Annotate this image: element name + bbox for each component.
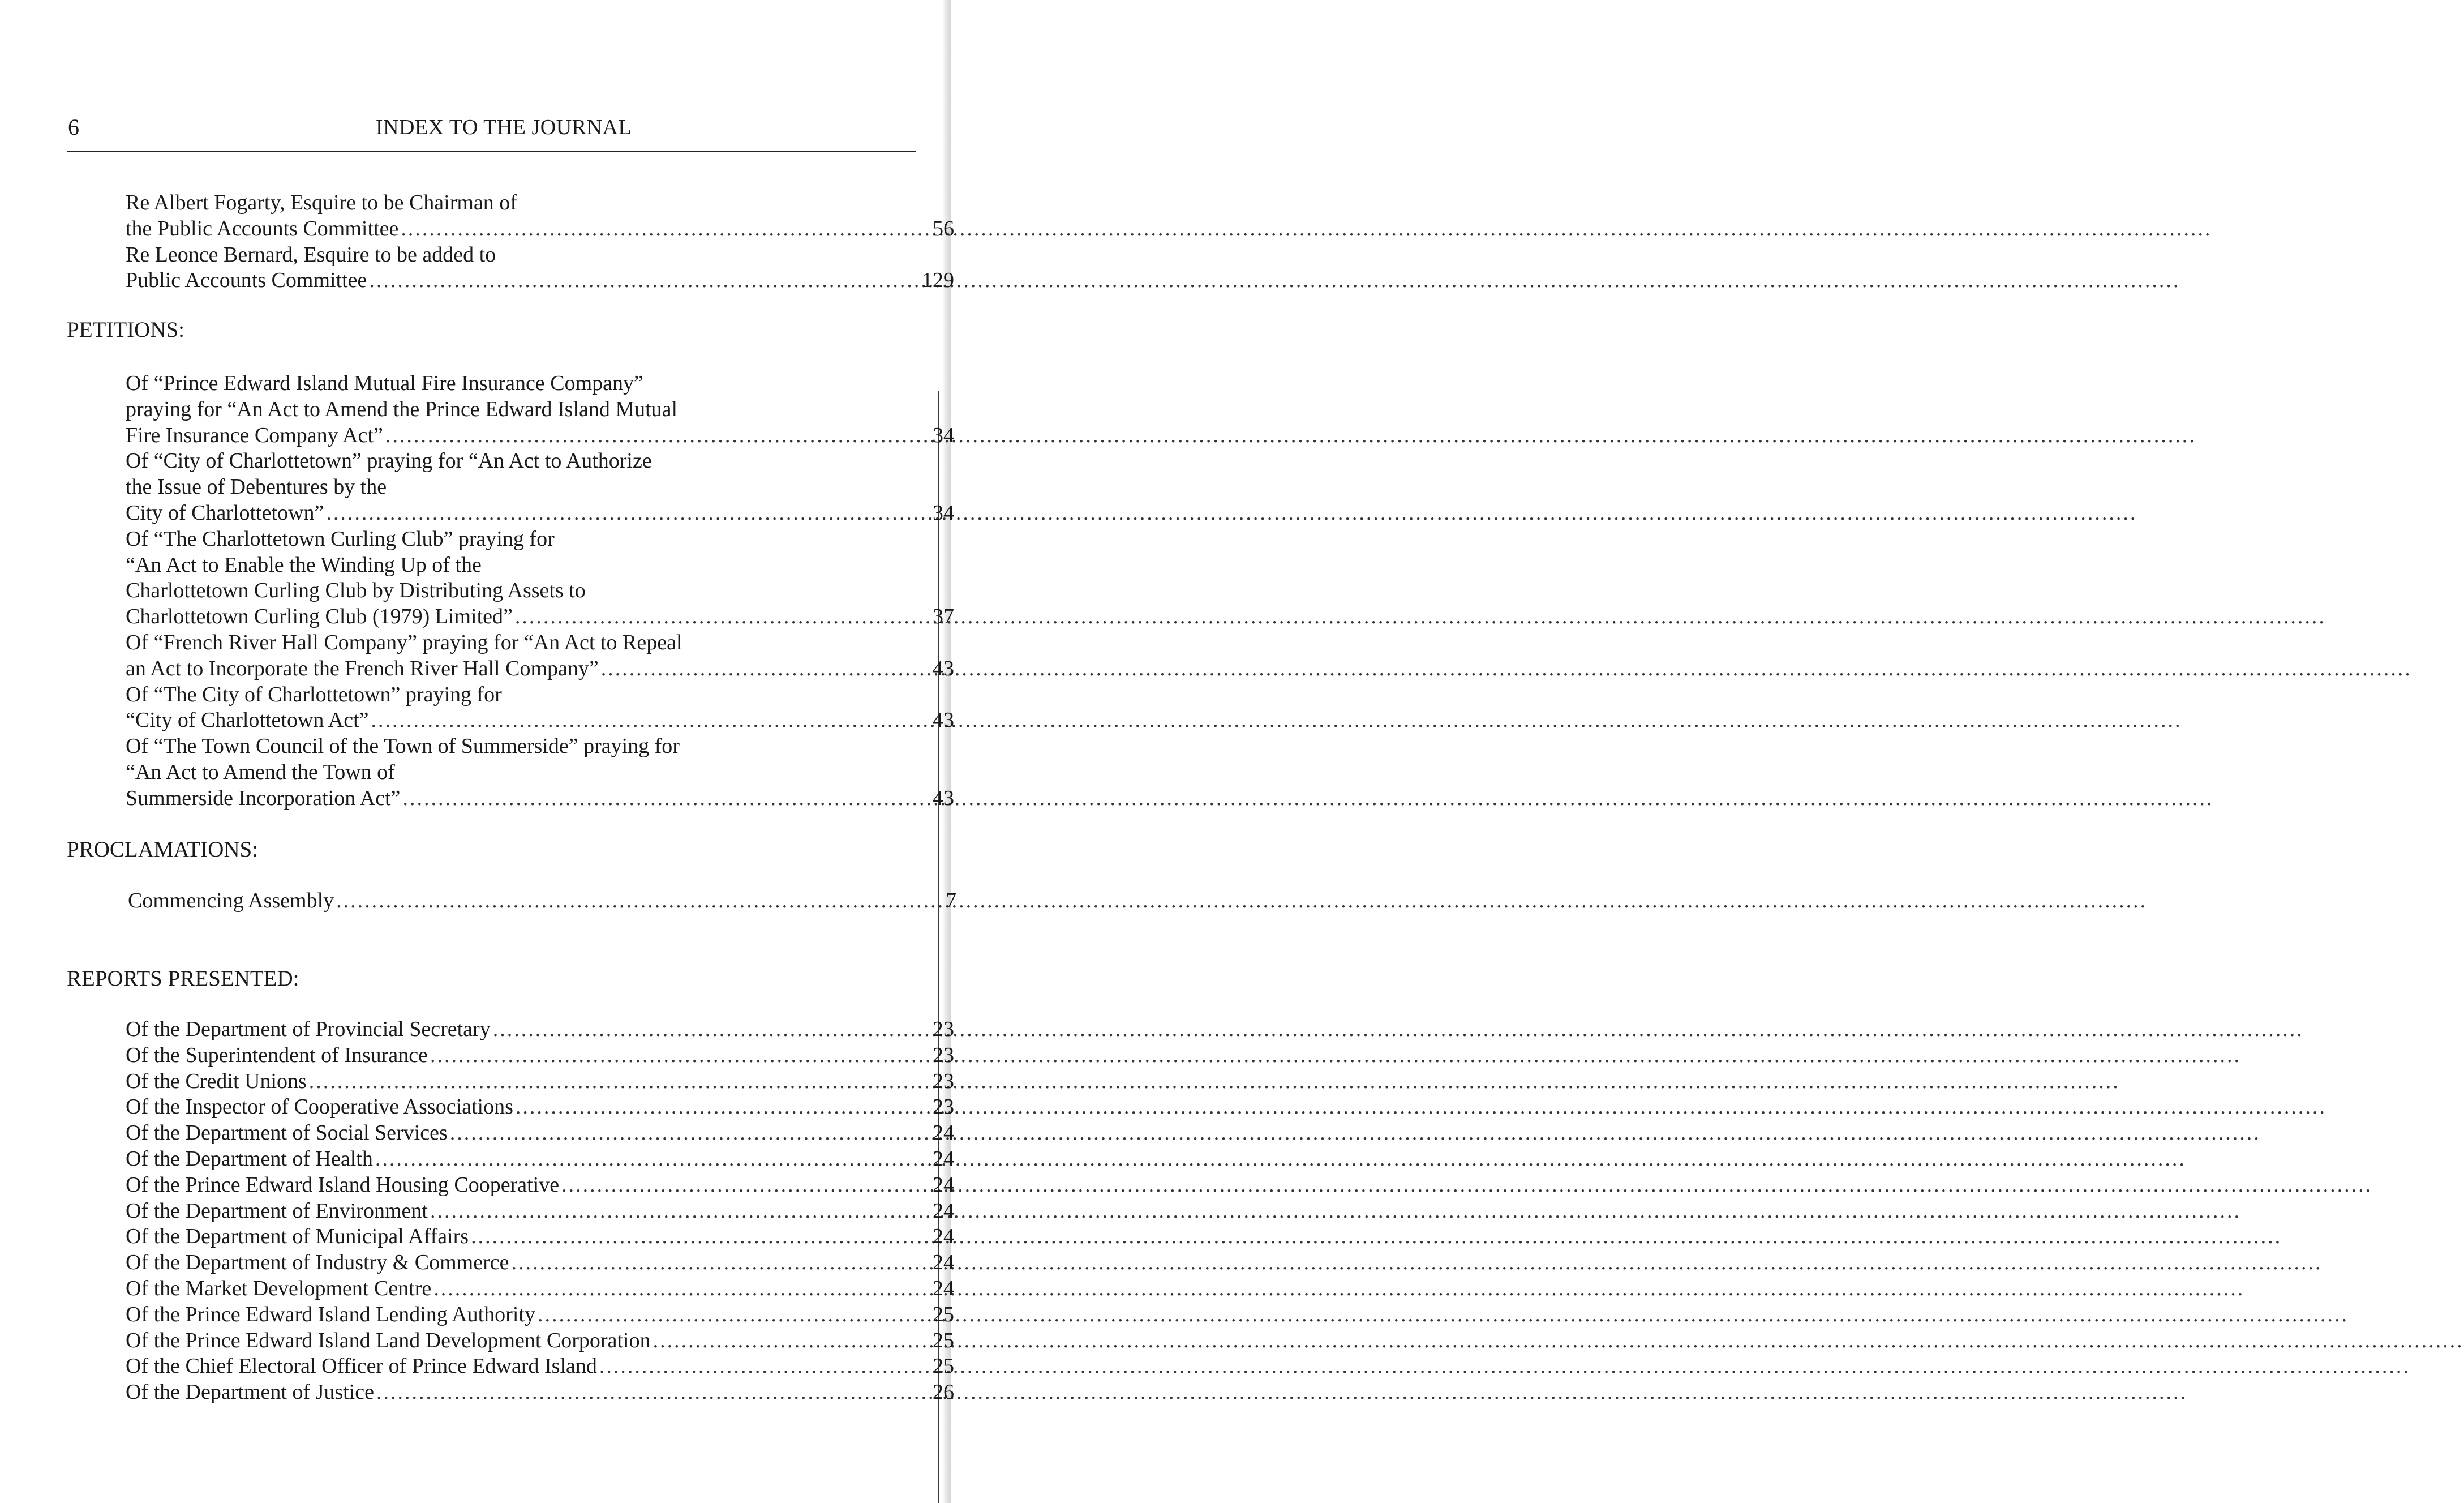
entry-line — [126, 1017, 877, 1043]
proclamations-heading: PROCLAMATIONS: — [67, 837, 259, 862]
entry-text: Of “The Charlottetown Curling Club” praying for — [126, 526, 555, 551]
dot-leader — [430, 1198, 2241, 1224]
index-entry — [126, 682, 954, 734]
entry-text: Commencing Assembly — [128, 889, 334, 913]
index-entry — [126, 1328, 954, 1354]
dot-leader — [401, 216, 2212, 242]
index-entry — [126, 1302, 954, 1328]
entry-text: “An Act to Enable the Winding Up of the — [126, 553, 482, 577]
entry-text: Of the Department of Justice — [126, 1380, 374, 1404]
entry-line — [126, 630, 877, 656]
entry-line — [126, 474, 877, 500]
entry-text: Re Leonce Bernard, Esquire to be added to — [126, 242, 496, 267]
entry-text: an Act to Incorporate the French River Hall Company” — [126, 656, 599, 680]
index-entry — [126, 526, 954, 630]
entry-line — [126, 397, 877, 423]
entry-page-number: 34 — [933, 500, 954, 525]
entry-line — [126, 190, 877, 216]
dot-leader — [493, 1017, 2304, 1043]
entry-line — [126, 423, 877, 449]
entry-line — [126, 1302, 877, 1328]
index-entry — [126, 630, 954, 682]
entry-page-number: 43 — [933, 656, 954, 680]
index-entry — [126, 1198, 954, 1224]
entry-text: Fire Insurance Company Act” — [126, 423, 383, 447]
entry-text: Of the Department of Industry & Commerce — [126, 1251, 509, 1275]
entry-text: Of the Department of Environment — [126, 1198, 428, 1223]
entry-page-number: 23 — [933, 1095, 954, 1119]
entry-line — [126, 1224, 877, 1250]
entry-line — [126, 216, 877, 242]
entry-page-number: 24 — [933, 1147, 954, 1171]
entry-page-number: 129 — [922, 268, 954, 293]
entry-text: Of “The Town Council of the Town of Summerside” praying for — [126, 734, 680, 759]
entry-line — [126, 734, 877, 760]
index-entry — [126, 242, 954, 294]
entry-line — [126, 604, 877, 630]
index-entry — [126, 1069, 954, 1095]
entry-line — [126, 1380, 877, 1406]
entry-line — [126, 1043, 877, 1069]
entry-text: Of “French River Hall Company” praying for “An Act to Repeal — [126, 631, 682, 654]
entry-page-number: 24 — [933, 1172, 954, 1197]
entry-page-number: 24 — [933, 1198, 954, 1223]
entry-line — [126, 526, 877, 553]
reports-heading: REPORTS PRESENTED: — [67, 966, 299, 991]
index-entry — [126, 1224, 954, 1250]
entry-line — [126, 371, 877, 397]
dot-leader — [402, 786, 2213, 812]
index-entry — [126, 190, 954, 242]
entry-line — [126, 268, 877, 294]
entry-text: Of the Credit Unions — [126, 1069, 307, 1093]
header-rule — [67, 151, 916, 152]
entry-line — [126, 1354, 877, 1380]
entry-text: Charlottetown Curling Club by Distributing Assets to — [126, 579, 586, 603]
index-entry — [126, 371, 954, 448]
dot-leader — [375, 1146, 2186, 1172]
entry-page-number: 23 — [933, 1069, 954, 1093]
entry-page-number: 25 — [933, 1354, 954, 1378]
dot-leader — [515, 604, 2326, 630]
entry-page-number: 24 — [933, 1277, 954, 1300]
petitions-heading: PETITIONS: — [67, 318, 184, 342]
entry-line — [126, 1094, 877, 1120]
index-entry — [128, 888, 956, 914]
entry-line — [126, 500, 877, 526]
entry-line — [126, 448, 877, 474]
entry-text: Of the Department of Social Services — [126, 1121, 448, 1145]
page-number: 6 — [68, 114, 79, 140]
entry-line — [126, 708, 877, 734]
entry-text: Of the Chief Electoral Officer of Prince Edward Island — [126, 1354, 597, 1378]
entry-page-number: 7 — [946, 889, 956, 913]
entry-text: Of the Department of Health — [126, 1147, 373, 1171]
dot-leader — [511, 1250, 2322, 1276]
entry-line — [126, 1069, 877, 1095]
dot-leader — [376, 1380, 2187, 1406]
entry-line — [126, 682, 877, 708]
dot-leader — [450, 1120, 2261, 1146]
entry-text: “City of Charlottetown Act” — [126, 708, 369, 733]
entry-text: the Issue of Debentures by the — [126, 475, 387, 499]
dot-leader — [309, 1069, 2120, 1095]
entry-text: Of the Inspector of Cooperative Associations — [126, 1095, 513, 1119]
entry-text: Re Albert Fogarty, Esquire to be Chairman of — [126, 191, 517, 215]
entry-text: Charlottetown Curling Club (1979) Limited” — [126, 605, 513, 629]
entry-page-number: 23 — [933, 1017, 954, 1041]
entry-line — [126, 553, 877, 579]
index-entry — [126, 1094, 954, 1120]
index-entry — [126, 1043, 954, 1069]
entry-text: “An Act to Amend the Town of — [126, 760, 395, 784]
index-entry — [126, 734, 954, 811]
entry-page-number: 43 — [933, 786, 954, 810]
index-entry — [126, 1120, 954, 1146]
entry-page-number: 25 — [933, 1302, 954, 1326]
journal-index-page — [0, 0, 956, 1503]
entry-page-number: 34 — [933, 423, 954, 447]
dot-leader — [601, 656, 2412, 682]
entry-line — [126, 578, 877, 604]
running-head-title: INDEX TO THE JOURNAL — [375, 115, 632, 139]
dot-leader — [371, 708, 2182, 734]
entry-line — [126, 1276, 877, 1302]
entry-text: Public Accounts Committee — [126, 268, 367, 293]
dot-leader — [433, 1276, 2244, 1302]
entry-text: Of the Prince Edward Island Lending Authority — [126, 1302, 535, 1326]
entry-line — [126, 1172, 877, 1198]
entry-text: Summerside Incorporation Act” — [126, 786, 401, 810]
entry-text: Of the Prince Edward Island Housing Cooperative — [126, 1172, 560, 1197]
entry-text: Of the Department of Municipal Affairs — [126, 1224, 469, 1249]
dot-leader — [516, 1094, 2326, 1120]
entry-page-number: 26 — [933, 1380, 954, 1404]
entry-line — [126, 1120, 877, 1146]
index-entry — [126, 1380, 954, 1406]
entry-line — [126, 1198, 877, 1224]
index-entry — [126, 1017, 954, 1043]
dot-leader — [369, 268, 2180, 294]
entry-text: the Public Accounts Committee — [126, 216, 399, 241]
entry-line — [126, 1146, 877, 1172]
index-entry — [126, 1172, 954, 1198]
entry-page-number: 24 — [933, 1121, 954, 1145]
index-entry — [126, 1146, 954, 1172]
index-entry — [126, 1276, 954, 1302]
index-entry — [126, 1354, 954, 1380]
dot-leader — [430, 1043, 2241, 1069]
entry-line — [126, 786, 877, 812]
entry-line — [126, 1328, 877, 1354]
entry-text: Of “The City of Charlottetown” praying for — [126, 682, 502, 706]
dot-leader — [538, 1302, 2349, 1328]
index-entry — [126, 1250, 954, 1276]
entry-page-number: 43 — [933, 708, 954, 733]
entry-text: Of the Department of Provincial Secretary — [126, 1017, 491, 1041]
entry-text: Of the Superintendent of Insurance — [126, 1043, 428, 1067]
entry-page-number: 37 — [933, 605, 954, 629]
entry-page-number: 56 — [933, 216, 954, 241]
index-entry — [126, 448, 954, 526]
dot-leader — [599, 1354, 2410, 1380]
entry-text: praying for “An Act to Amend the Prince Edward Island Mutual — [126, 397, 678, 421]
entry-page-number: 24 — [933, 1251, 954, 1275]
entry-page-number: 23 — [933, 1043, 954, 1067]
dot-leader — [561, 1172, 2372, 1198]
entry-line — [126, 656, 877, 682]
dot-leader — [336, 888, 2147, 914]
entry-text: Of the Prince Edward Island Land Development Corporation — [126, 1328, 651, 1352]
entry-line — [126, 760, 877, 786]
entry-text: City of Charlottetown” — [126, 500, 324, 525]
entry-text: Of “Prince Edward Island Mutual Fire Insurance Company” — [126, 371, 643, 395]
entry-text: Of “City of Charlottetown” praying for “An Act to Authorize — [126, 449, 652, 473]
entry-line — [126, 1250, 877, 1276]
entry-page-number: 24 — [933, 1224, 954, 1249]
entry-line — [126, 242, 877, 268]
entry-line — [128, 888, 879, 914]
dot-leader — [385, 423, 2196, 449]
dot-leader — [326, 500, 2137, 526]
entry-text: Of the Market Development Centre — [126, 1277, 432, 1300]
entry-page-number: 25 — [933, 1328, 954, 1352]
dot-leader — [471, 1224, 2282, 1250]
